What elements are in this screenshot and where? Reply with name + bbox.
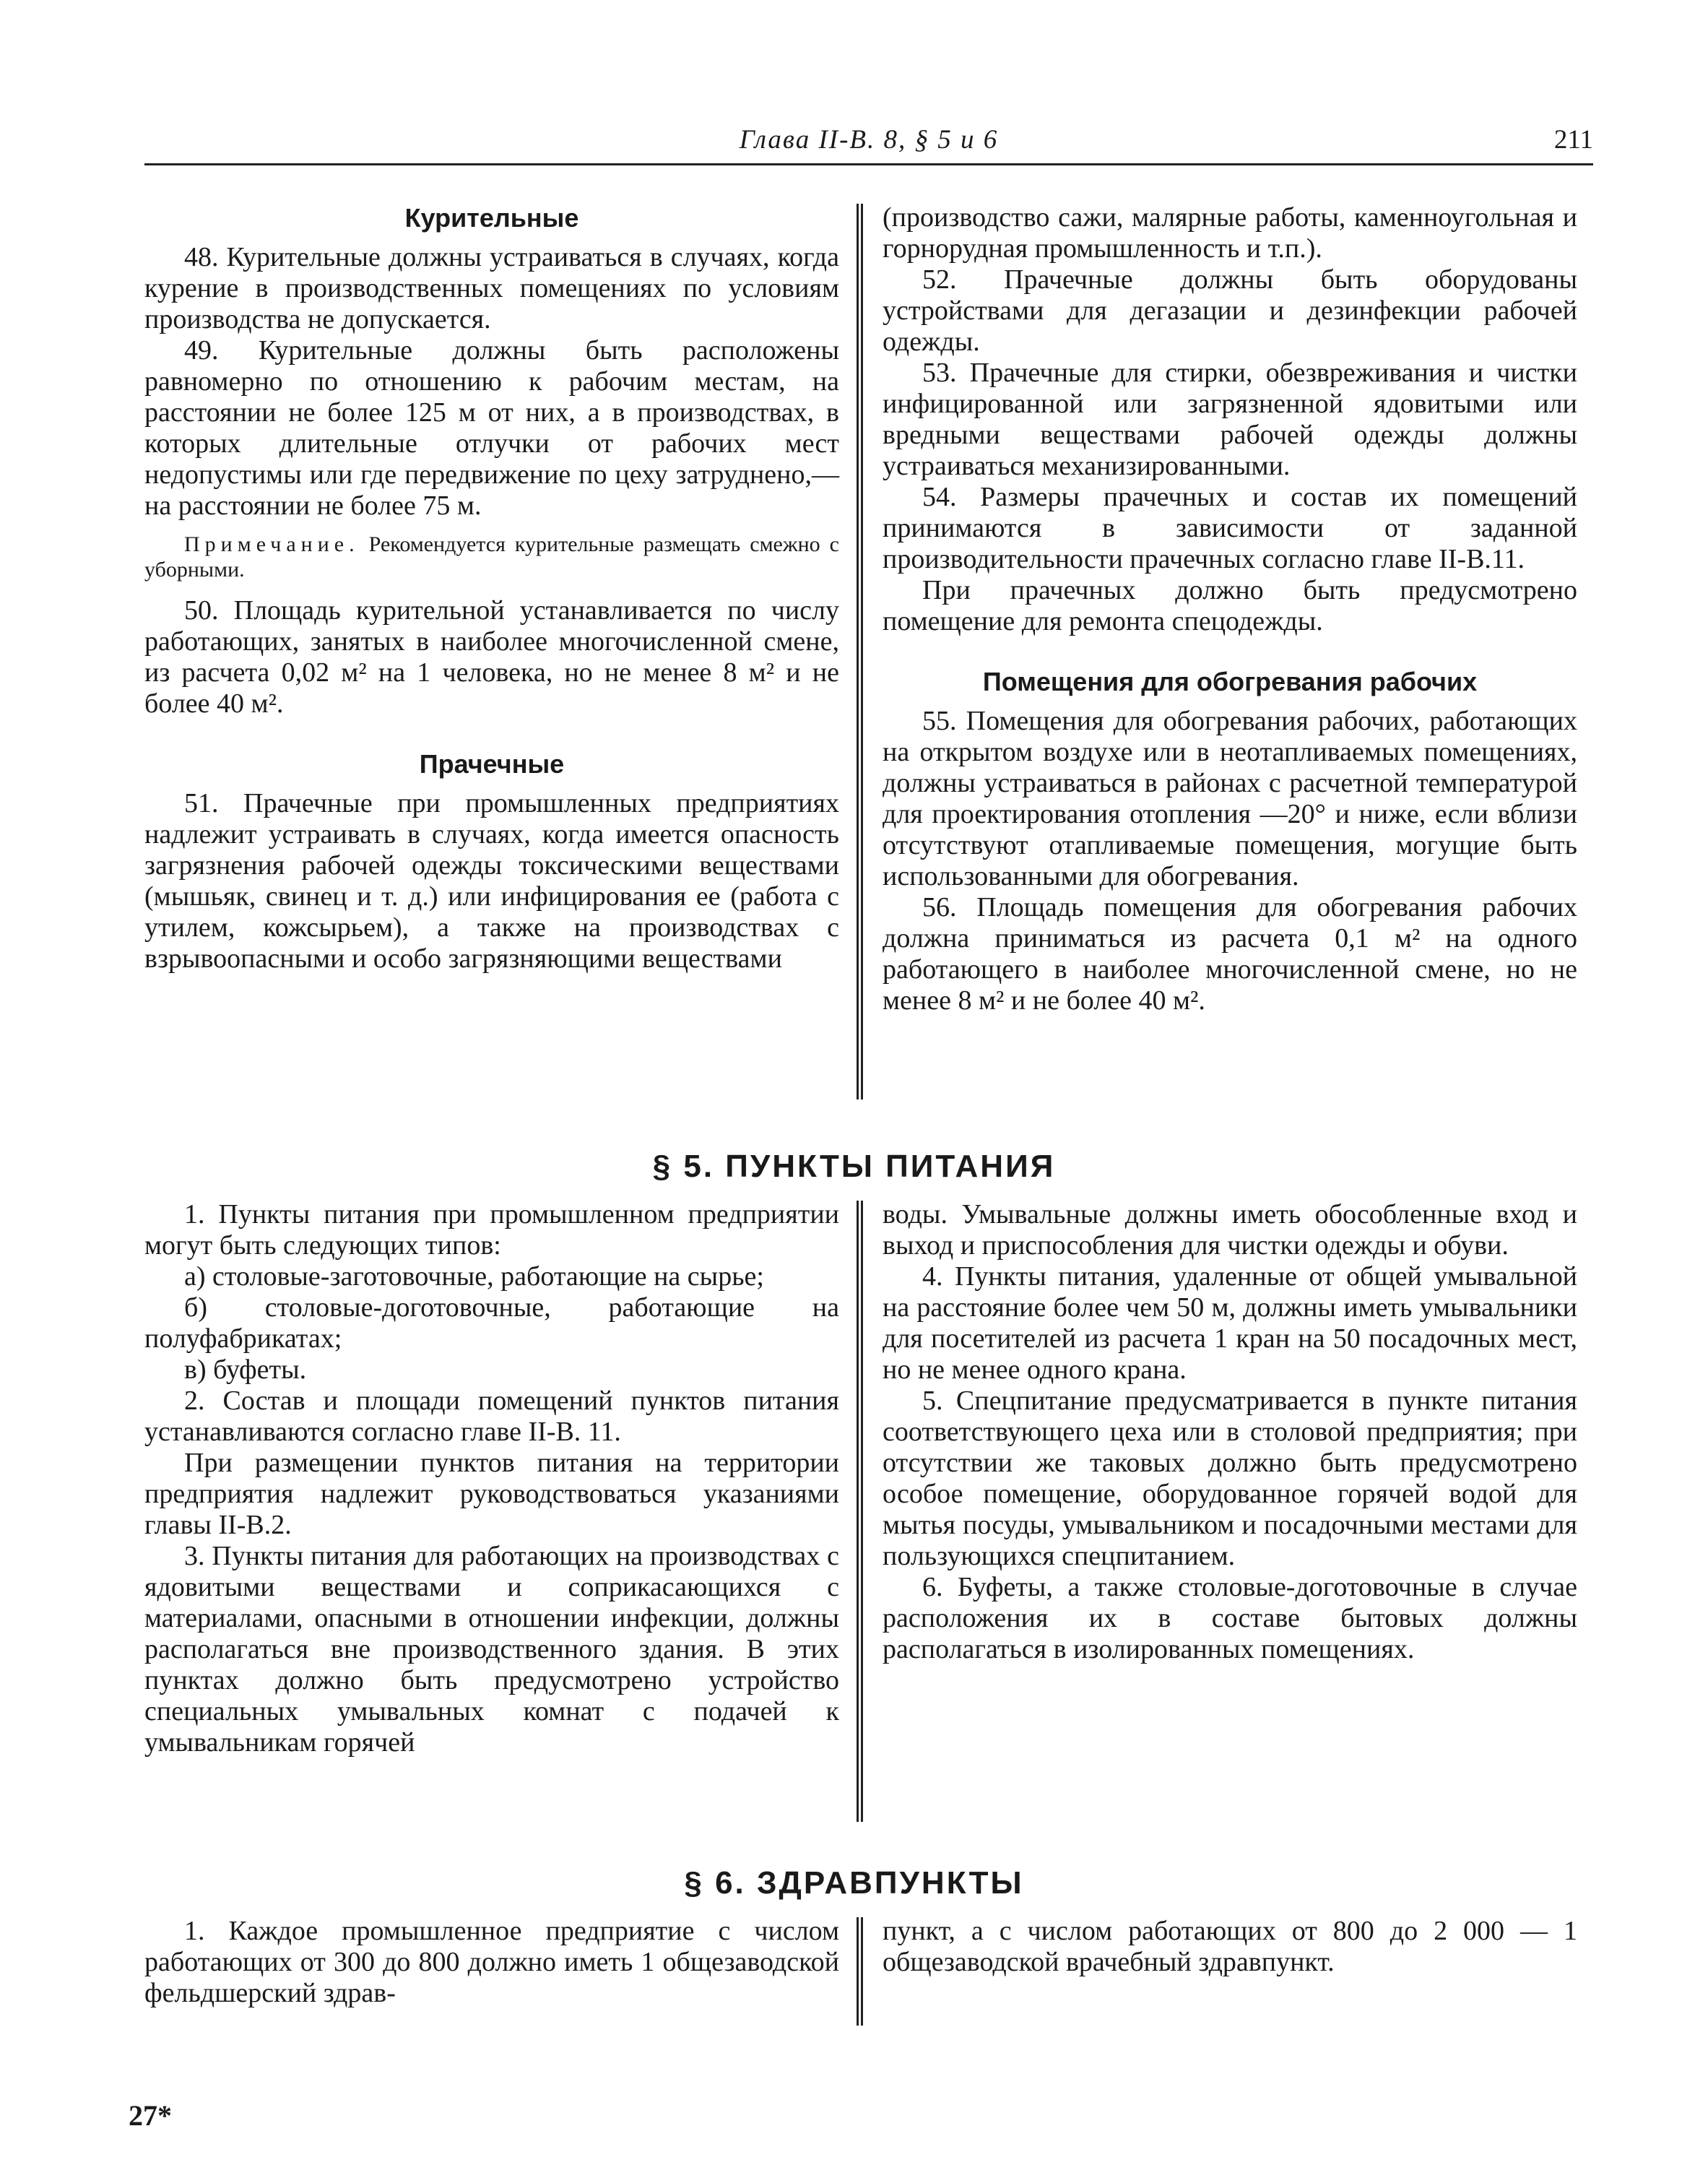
paragraph: 1. Пункты питания при промышленном предприятии могут быть следующих типов: <box>144 1199 839 1261</box>
paragraph: 53. Прачечные для стирки, обезвреживания и чистки инфицированной или загрязненной ядовитыми или вредными веществами рабочей одежды должны устраиваться механизированными. <box>883 358 1577 481</box>
note-text: Рекомендуется курительные размещать смежно с уборными. <box>144 532 840 582</box>
column-divider <box>857 1917 863 2026</box>
paragraph: 51. Прачечные при промышленных предприятиях надлежит устраивать в случаях, когда имеется опасность загрязнения рабочей одежды токсическими веществами (мышьяк, свинец и т. д.) или инфицирования ее (работа с утилем, кожсырьем), а также на производствах с взрывоопасными и особо загрязняющими веществами <box>144 788 839 974</box>
top-left-column <box>144 202 839 975</box>
note-label: Примечание. <box>184 532 360 556</box>
paragraph: 50. Площадь курительной устанавливается по числу работающих, занятых в наиболее многочисленной смене, из расчета 0,02 м² на 1 человека, но не менее 8 м² и не более 40 м². <box>144 595 839 719</box>
paragraph: 4. Пункты питания, удаленные от общей умывальной на расстояние более чем 50 м, должны иметь умывальники для посетителей из расчета 1 кран на 50 посадочных мест, но не менее одного крана. <box>883 1261 1577 1385</box>
subsection-heading: Помещения для обогревания рабочих <box>982 667 1478 696</box>
paragraph: пункт, а с числом работающих от 800 до 2 000 — 1 общезаводской врачебный здравпункт. <box>883 1916 1577 1977</box>
signature-mark: 27* <box>129 2099 172 2132</box>
top-right-column <box>883 202 1577 1016</box>
section-5-title: § 5. ПУНКТЫ ПИТАНИЯ <box>652 1149 1056 1184</box>
section-5-left-column <box>144 1199 839 1758</box>
running-header <box>144 124 1593 168</box>
header-rule <box>144 163 1593 165</box>
chapter-reference: Глава II-В. 8, § 5 и 6 <box>739 125 999 155</box>
section-5-right-column <box>883 1199 1577 1665</box>
paragraph: При прачечных должно быть предусмотрено помещение для ремонта спецодежды. <box>883 575 1577 636</box>
paragraph: (производство сажи, малярные работы, каменноугольная и горнорудная промышленность и т.п.). <box>883 202 1577 264</box>
paragraph: 49. Курительные должны быть расположены равномерно по отношению к рабочим местам, на расстоянии не более 125 м от них, а в производствах, в которых длительные отлучки от рабочих мест недопустимы или где передвижение по цеху затруднено,— на расстоянии не более 75 м. <box>144 335 839 521</box>
paragraph: 1. Каждое промышленное предприятие с числом работающих от 300 до 800 должно иметь 1 общезаводской фельдшерский здрав- <box>144 1916 839 2008</box>
column-divider <box>857 1201 863 1822</box>
paragraph: 3. Пункты питания для работающих на производствах с ядовитыми веществами и соприкасающихся с материалами, опасными в отношении инфекции, должны располагаться вне производственного здания. В этих пунктах должно быть предусмотрено устройство специальных умывальных комнат с подачей к умывальникам горячей <box>144 1541 839 1758</box>
paragraph: а) столовые-заготовочные, работающие на сырье; <box>184 1261 764 1292</box>
paragraph: 6. Буфеты, а также столовые-доготовочные в случае расположения их в составе бытовых должны располагаться в изолированных помещениях. <box>883 1572 1577 1664</box>
page-number: 211 <box>1553 125 1593 155</box>
column-divider <box>857 204 863 1099</box>
paragraph: в) буфеты. <box>184 1354 307 1385</box>
subsection-heading: Курительные <box>404 203 579 233</box>
paragraph: 55. Помещения для обогревания рабочих, работающих на открытом воздухе или в неотапливаемых помещениях, должны устраиваться в районах с расчетной температурой для проектирования отопления —20° и ниже, если вблизи отсутствуют отапливаемые помещения, могущие быть использованными для обогревания. <box>883 706 1577 891</box>
spacer <box>883 637 1577 666</box>
section-6-left-column <box>144 1916 839 2009</box>
paragraph: 54. Размеры прачечных и состав их помещений принимаются в зависимости от заданной производительности прачечных согласно главе II-В.11. <box>883 482 1577 574</box>
paragraph: 2. Состав и площади помещений пунктов питания устанавливаются согласно главе II-В. 11. <box>144 1386 839 1447</box>
paragraph: б) столовые-доготовочные, работающие на полуфабрикатах; <box>144 1292 839 1354</box>
subsection-heading: Прачечные <box>419 749 565 779</box>
note <box>144 532 839 582</box>
paragraph: 56. Площадь помещения для обогревания рабочих должна приниматься из расчета 0,1 м² на одного работающего в наиболее многочисленной смене, но не менее 8 м² и не более 40 м². <box>883 892 1577 1016</box>
paragraph: При размещении пунктов питания на территории предприятия надлежит руководствоваться указаниями главы II-В.2. <box>144 1448 839 1540</box>
paragraph: 5. Спецпитание предусматривается в пункте питания соответствующего цеха или в столовой предприятия; при отсутствии же таковых должно быть предусмотрено особое помещение, оборудованное горячей водой для мытья посуды, умывальником и посадочными местами для пользующихся спецпитанием. <box>883 1386 1577 1571</box>
spacer <box>144 719 839 748</box>
section-6-right-column <box>883 1916 1577 1978</box>
paragraph: 48. Курительные должны устраиваться в случаях, когда курение в производственных помещениях по условиям производства не допускается. <box>144 242 839 334</box>
paragraph: 52. Прачечные должны быть оборудованы устройствами для дегазации и дезинфекции рабочей одежды. <box>883 264 1577 357</box>
paragraph: воды. Умывальные должны иметь обособленные вход и выход и приспособления для чистки одежды и обуви. <box>883 1199 1577 1261</box>
section-6-title: § 6. ЗДРАВПУНКТЫ <box>684 1865 1024 1901</box>
